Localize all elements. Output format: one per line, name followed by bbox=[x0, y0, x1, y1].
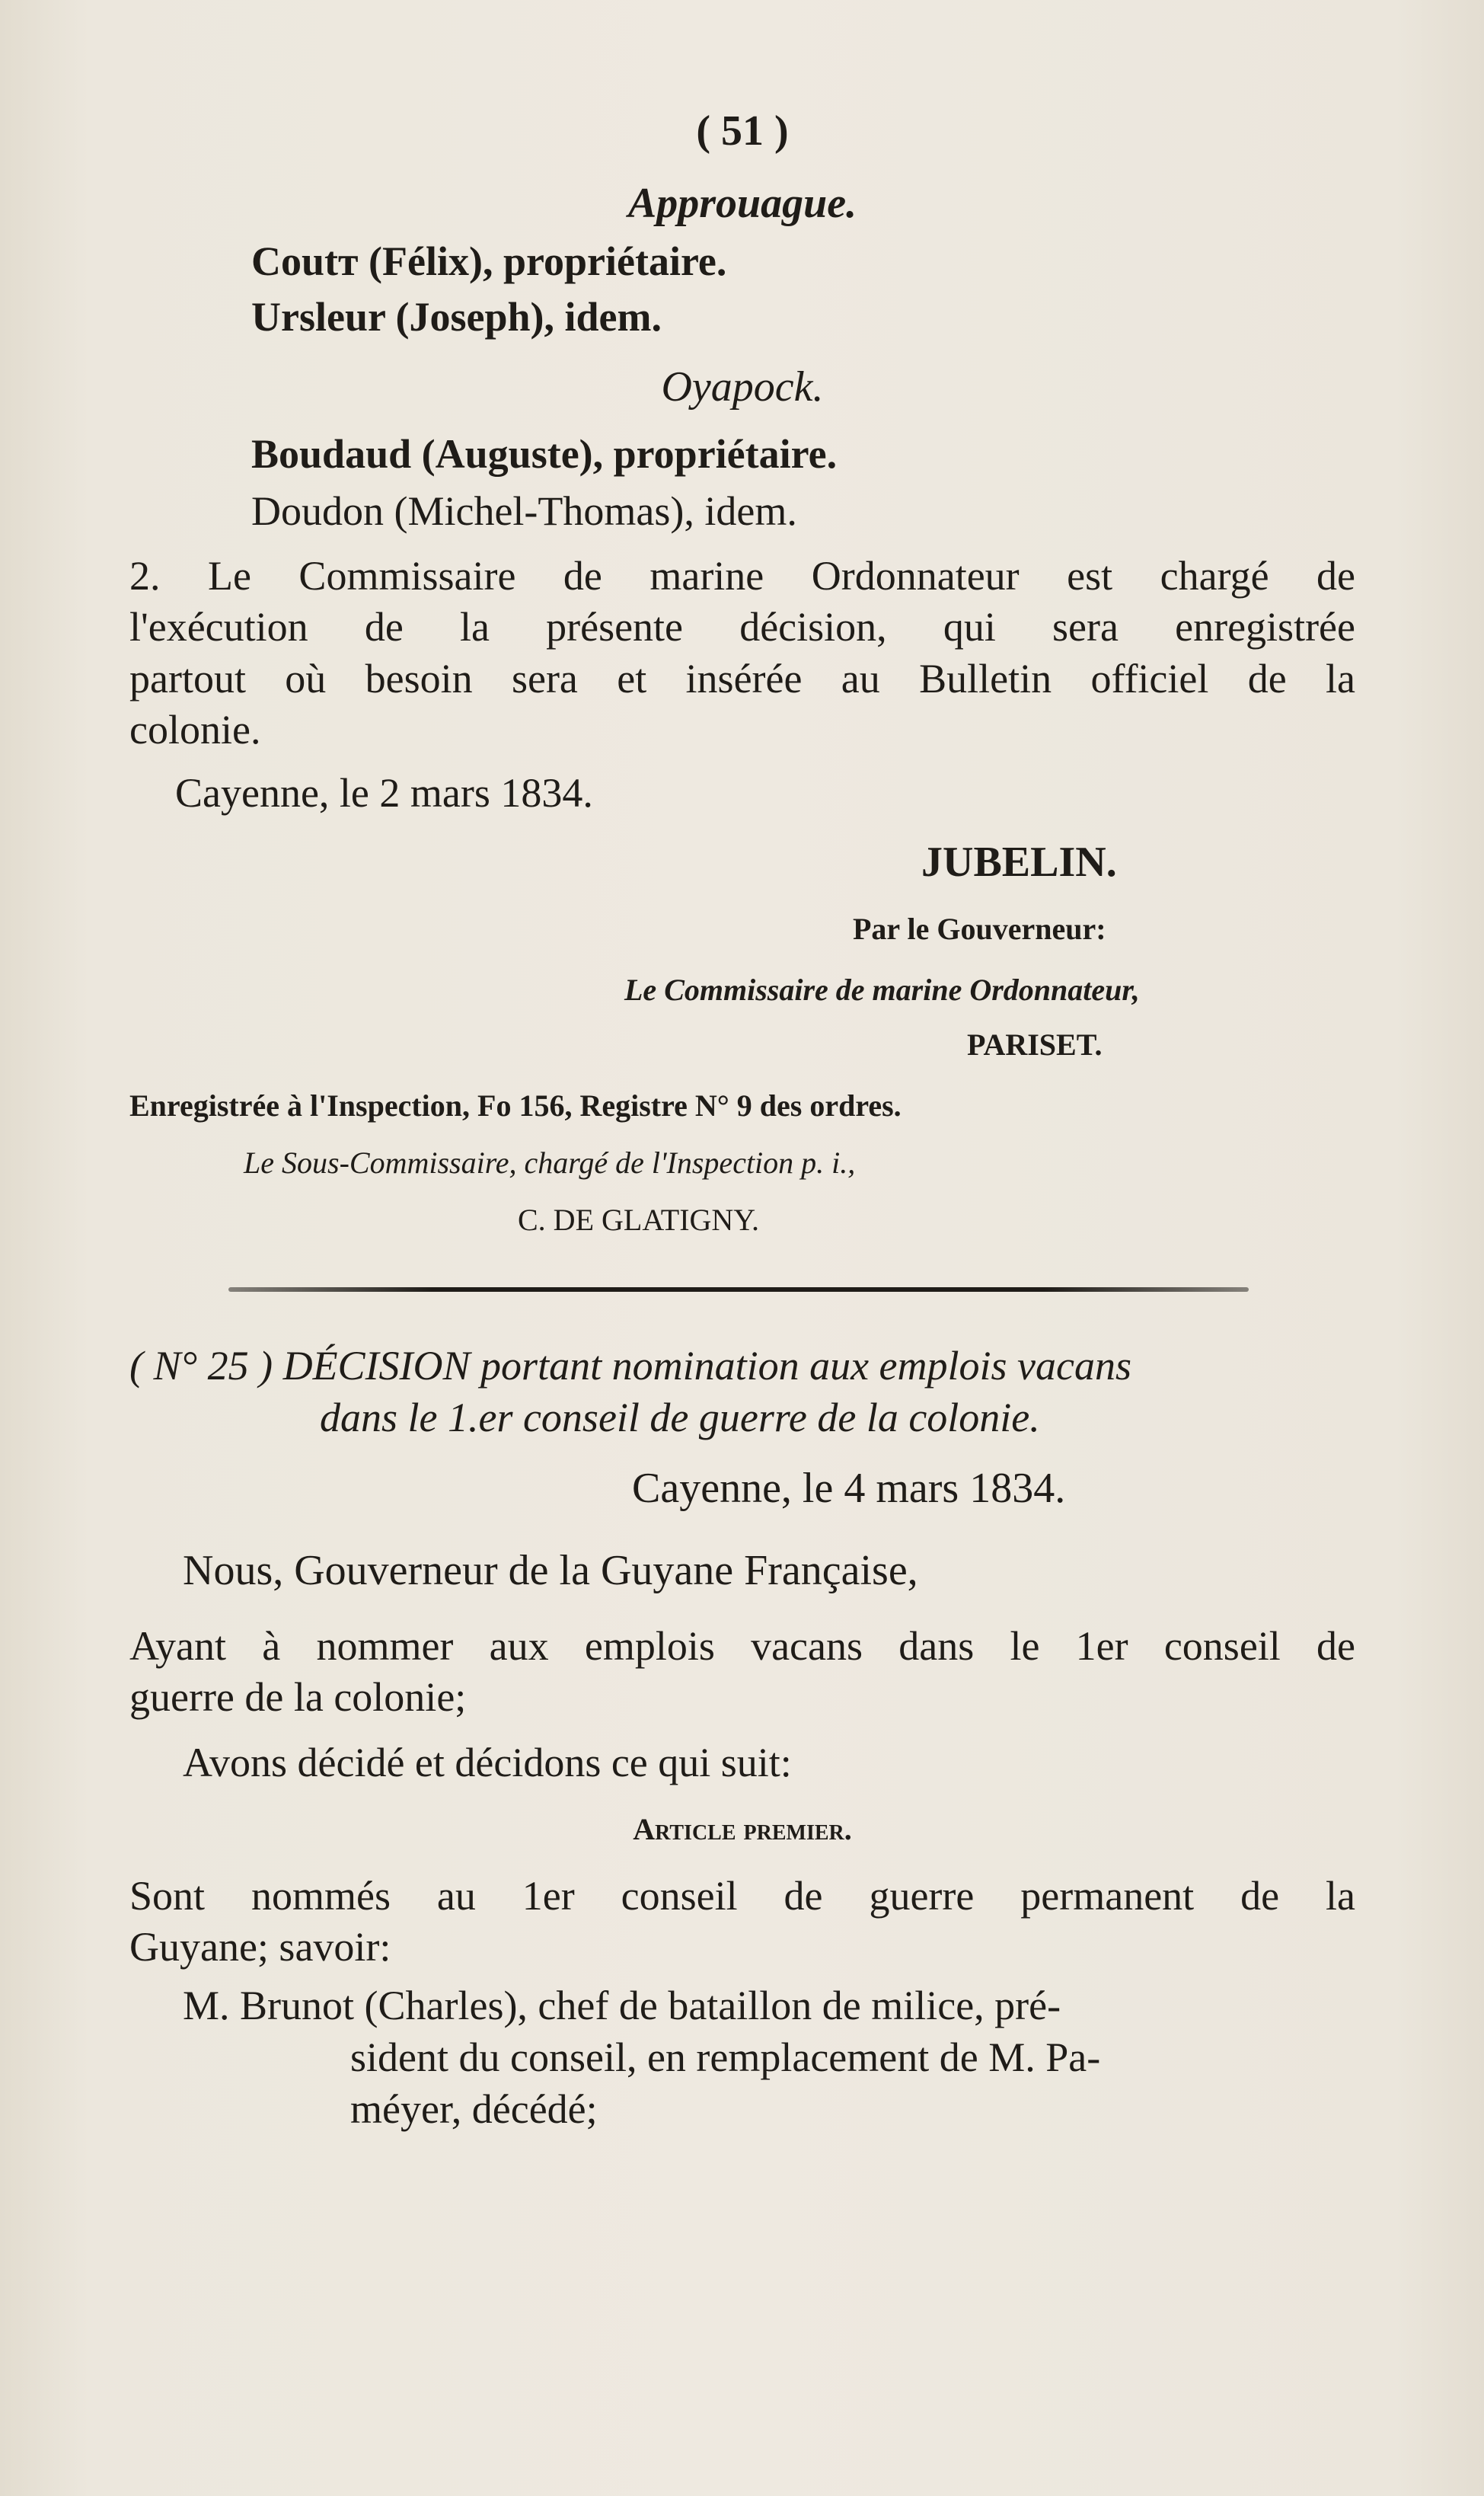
name-line-cout: Coutт (Félix), propriétaire. bbox=[251, 238, 727, 284]
signature-jubelin: JUBELIN. bbox=[921, 839, 1117, 886]
ayant-line-1: Ayant à nommer aux emplois vacans dans le 1er conseil de bbox=[129, 1623, 1355, 1669]
date-line-2: Cayenne, le 4 mars 1834. bbox=[632, 1465, 1066, 1512]
place-heading-approuague: Approuague. bbox=[627, 180, 857, 227]
sous-commissaire-line: Le Sous-Commissaire, chargé de l'Inspection p. i., bbox=[244, 1146, 856, 1180]
enregistree-line: Enregistrée à l'Inspection, Fo 156, Registre N° 9 des ordres. bbox=[129, 1088, 902, 1123]
nous-gouverneur: Nous, Gouverneur de la Guyane Française, bbox=[183, 1547, 918, 1594]
place-heading-oyapock: Oyapock. bbox=[661, 363, 824, 411]
brunot-line-1: M. Brunot (Charles), chef de bataillon de milice, pré- bbox=[183, 1983, 1061, 2028]
article-2-line-3: partout où besoin sera et insérée au Bulletin officiel de la bbox=[129, 656, 1355, 702]
ayant-line-2: guerre de la colonie; bbox=[129, 1674, 467, 1720]
brunot-line-2: sident du conseil, en remplacement de M. Pa- bbox=[350, 2034, 1101, 2080]
article-2-line-2: l'exécution de la présente décision, qui sera enregistrée bbox=[129, 604, 1355, 650]
date-line-1: Cayenne, le 2 mars 1834. bbox=[175, 770, 593, 816]
article-2-line-4: colonie. bbox=[129, 707, 261, 753]
brunot-line-3: méyer, décédé; bbox=[350, 2086, 598, 2132]
name-line-ursleur: Ursleur (Joseph), idem. bbox=[251, 294, 662, 340]
page-number: ( 51 ) bbox=[696, 107, 789, 155]
sont-nommes-line-1: Sont nommés au 1er conseil de guerre permanent de la bbox=[129, 1873, 1355, 1919]
article-2-line-1: 2. Le Commissaire de marine Ordonnateur est chargé de bbox=[129, 553, 1355, 599]
sont-nommes-line-2: Guyane; savoir: bbox=[129, 1924, 391, 1970]
article-premier-heading: Article premier. bbox=[633, 1812, 852, 1846]
signature-pariset: PARISET. bbox=[967, 1027, 1103, 1062]
decision-title-line-2: dans le 1.er conseil de guerre de la colonie. bbox=[320, 1395, 1040, 1440]
avons-decide: Avons décidé et décidons ce qui suit: bbox=[183, 1740, 792, 1785]
decision-25-column bbox=[129, 0, 1355, 2496]
commissaire-line: Le Commissaire de marine Ordonnateur, bbox=[624, 973, 1140, 1007]
signature-glatigny: C. DE GLATIGNY. bbox=[518, 1203, 760, 1237]
name-line-boudaud: Boudaud (Auguste), propriétaire. bbox=[251, 431, 838, 477]
decision-title-line-1: ( N° 25 ) DÉCISION portant nomination aux emplois vacans bbox=[129, 1343, 1131, 1389]
par-le-gouverneur: Par le Gouverneur: bbox=[853, 912, 1106, 946]
name-line-doudon: Doudon (Michel-Thomas), idem. bbox=[251, 488, 797, 534]
